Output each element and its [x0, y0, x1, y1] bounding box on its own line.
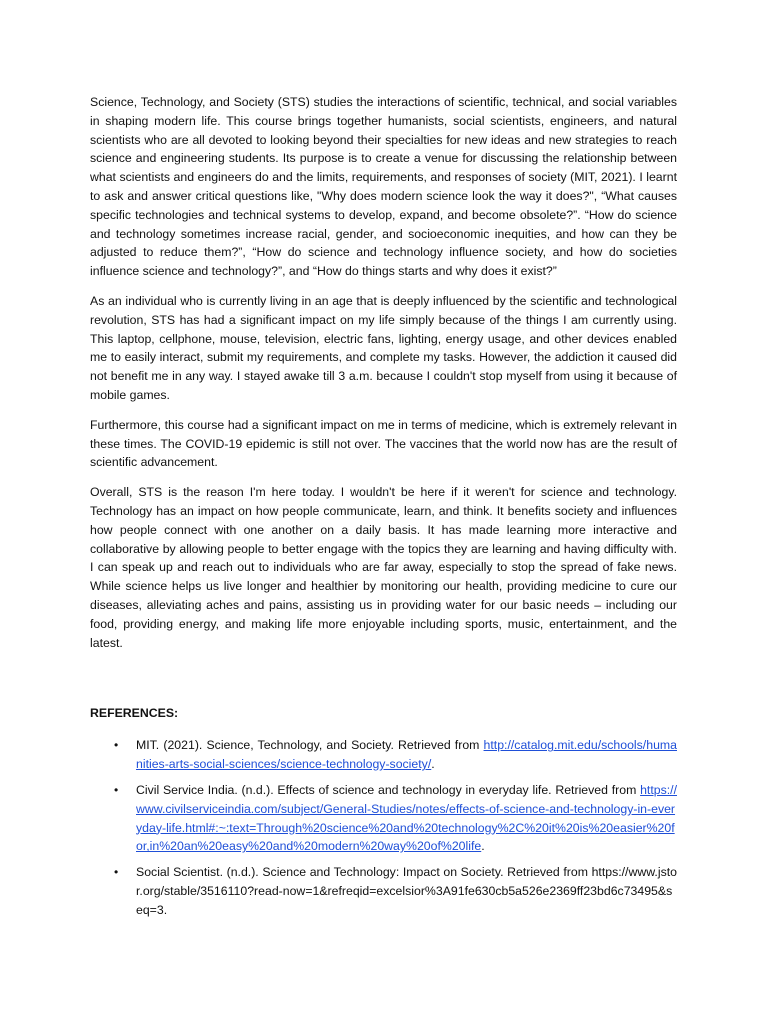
- bullet-icon: •: [114, 782, 119, 797]
- body-paragraph-3: Furthermore, this course had a significant impact on me in terms of medicine, which is extremely relevant in these times. The COVID-19 epidemic is still not over. The vaccines that the world now has are the result of scientific advancement.: [90, 417, 677, 470]
- reference-item-civil-service-india: [90, 781, 677, 856]
- bullet-icon: •: [114, 865, 119, 880]
- reference-citation: MIT. (2021). Science, Technology, and Society. Retrieved from: [136, 738, 484, 753]
- reference-url-text: https://www.jstor.org/stable/3516110?read-now=1&refreqid=excelsior%3A91fe630cb5a526e2369ff23bd6c73495&seq=3.: [136, 865, 677, 917]
- reference-link-mit[interactable]: http://catalog.mit.edu/schools/humanities-arts-social-sciences/science-technology-society/: [136, 738, 677, 772]
- bullet-icon: •: [114, 738, 119, 753]
- references-list: [90, 736, 677, 919]
- reference-suffix: .: [431, 757, 435, 772]
- reference-citation: Social Scientist. (n.d.). Science and Technology: Impact on Society. Retrieved from: [136, 865, 592, 880]
- reference-suffix: .: [481, 839, 485, 854]
- document-page: [90, 93, 677, 926]
- body-paragraph-4: Overall, STS is the reason I'm here today. I wouldn't be here if it weren't for science and technology. Technology has an impact on how people communicate, learn, and think. It benefits society and influences how people connect with one another on a daily basis. It has made learning more interactive and collaborative by allowing people to better engage with the topics they are learning and having difficulty with. I can speak up and reach out to individuals who are far away, especially to stop the spread of fake news. While science helps us live longer and healthier by monitoring our health, providing medicine to cure our diseases, alleviating aches and pains, assisting us in providing water for our basic needs – including our food, providing energy, and making life more enjoyable including sports, music, entertainment, and the latest.: [90, 485, 677, 650]
- references-heading: REFERENCES:: [90, 706, 179, 721]
- reference-citation: Civil Service India. (n.d.). Effects of science and technology in everyday life. Retrieved from: [136, 782, 641, 797]
- reference-item-social-scientist: [90, 863, 677, 919]
- reference-item-mit: [90, 736, 677, 774]
- reference-link-civil-service-india[interactable]: https://www.civilserviceindia.com/subject/General-Studies/notes/effects-of-science-and-technology-in-everyday-life.html#:~:text=Through%20science%20and%20technology%2C%20it%20is%20easier%20for,in%20an%20easy%20and%20modern%20way%20of%20life: [136, 782, 677, 854]
- body-paragraph-1: Science, Technology, and Society (STS) studies the interactions of scientific, technical, and social variables in shaping modern life. This course brings together humanists, social scientists, engineers, and natural scientists who are all devoted to looking beyond their specialties for new ideas and new strategies to reach science and engineering students. Its purpose is to create a venue for discussing the relationship between what scientists and engineers do and the limits, requirements, and responses of society (MIT, 2021). I learnt to ask and answer critical questions like, "Why does modern science look the way it does?", “What causes specific technologies and technical systems to develop, expand, and become obsolete?”. “How do science and technology sometimes increase racial, gender, and socioeconomic inequities, and how can they be adjusted to reduce them?”, “How do science and technology influence society, and how do societies influence science and technology?”, and “How do things starts and why does it exist?”: [90, 95, 677, 279]
- body-paragraph-2: As an individual who is currently living in an age that is deeply influenced by the scientific and technological revolution, STS has had a significant impact on my life simply because of the things I am currently using. This laptop, cellphone, mouse, television, electric fans, lighting, energy usage, and other devices enabled me to easily interact, submit my requirements, and complete my tasks. However, the addiction it caused did not benefit me in any way. I stayed awake till 3 a.m. because I couldn't stop myself from using it because of mobile games.: [90, 293, 677, 402]
